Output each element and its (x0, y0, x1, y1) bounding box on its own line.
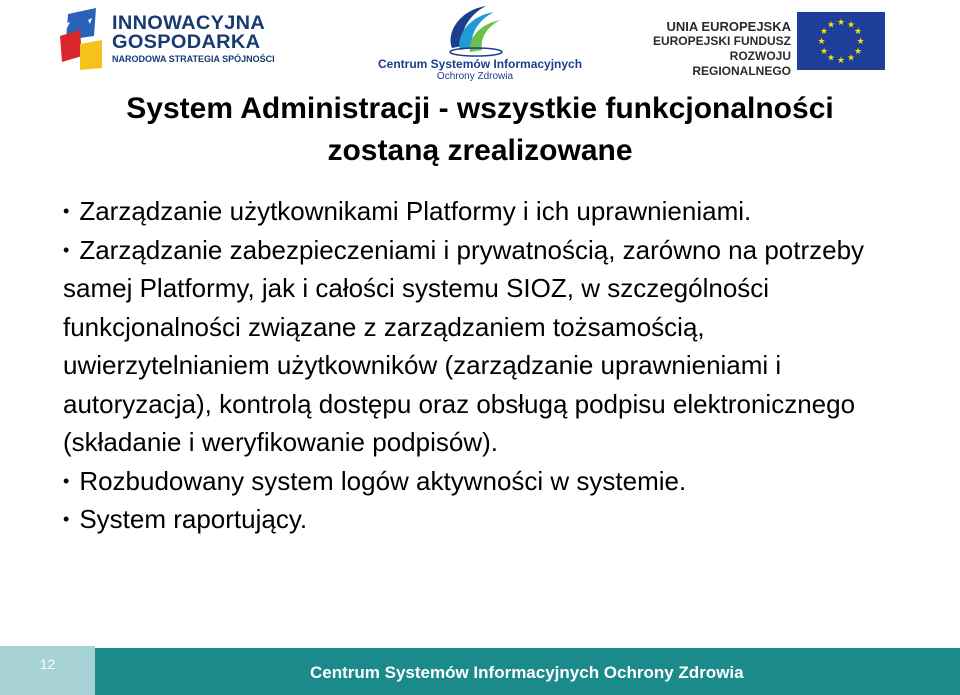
logo-center-line1: Centrum Systemów Informacyjnych (378, 57, 583, 71)
csioz-logo (378, 2, 583, 82)
bullet-icon: • (63, 239, 70, 260)
svg-text:★: ★ (836, 18, 846, 28)
eu-flag-icon (797, 12, 885, 70)
logo-right-line1: UNIA EUROPEJSKA (666, 19, 791, 34)
svg-text:★: ★ (819, 47, 829, 57)
bullet-item (63, 462, 913, 501)
svg-text:★: ★ (853, 27, 863, 37)
bullet-item (63, 500, 913, 539)
slide-title-line1: System Administracji - wszystkie funkcjonalności (126, 92, 834, 125)
svg-text:★: ★ (826, 20, 836, 31)
eu-fund-logo (646, 10, 891, 78)
logo-center-line2: Ochrony Zdrowia (436, 71, 514, 82)
bullet-text: Rozbudowany system logów aktywności w systemie. (79, 465, 687, 496)
bullet-list (63, 192, 913, 539)
logo-right-line3: ROZWOJU REGIONALNEGO (692, 49, 791, 78)
svg-text:★: ★ (819, 27, 829, 37)
logo-right-line2: EUROPEJSKI FUNDUSZ (652, 34, 791, 48)
svg-text:★: ★ (836, 56, 846, 66)
svg-text:★: ★ (853, 47, 863, 57)
footer-bar (95, 648, 960, 695)
csioz-emblem-icon (440, 2, 510, 58)
bullet-text: Zarządzanie użytkownikami Platformy i ich uprawnieniami. (79, 196, 752, 226)
bullet-item (63, 231, 913, 462)
innowacyjna-gospodarka-emblem-icon (58, 6, 108, 72)
slide-title (40, 88, 920, 172)
logo-left-line2: GOSPODARKA (112, 32, 261, 53)
bullet-icon: • (63, 470, 70, 491)
page-number: 12 (39, 656, 56, 672)
bullet-icon: • (63, 201, 70, 221)
slide-title-line2: zostaną zrealizowane (327, 134, 633, 167)
svg-text:★: ★ (846, 53, 856, 64)
innowacyjna-gospodarka-logo (58, 6, 278, 72)
bullet-item (63, 192, 913, 231)
footer-page-number-box (0, 646, 95, 695)
svg-text:★: ★ (826, 53, 836, 64)
logo-left-line1: INNOWACYJNA (112, 13, 266, 34)
footer-text: Centrum Systemów Informacyjnych Ochrony Zdrowia (310, 663, 744, 682)
logo-left-line3: NARODOWA STRATEGIA SPÓJNOŚCI (112, 54, 275, 64)
svg-text:★: ★ (856, 37, 865, 47)
bullet-text: Zarządzanie zabezpieczeniami i prywatnością, zarówno na potrzeby samej Platformy, jak i całości systemu SIOZ, w szczególności funkcjonalności związane z zarządzaniem tożsamością, uwierzytelnianiem użytkowników (zarządzanie uprawnieniami i autoryzacja), kontrolą dostępu oraz obsługą podpisu elektronicznego (składanie i weryfikowanie podpisów). (63, 234, 865, 457)
bullet-text: System raportujący. (79, 504, 308, 534)
svg-text:★: ★ (846, 20, 856, 31)
svg-text:★: ★ (817, 37, 826, 47)
bullet-icon: • (63, 509, 70, 529)
